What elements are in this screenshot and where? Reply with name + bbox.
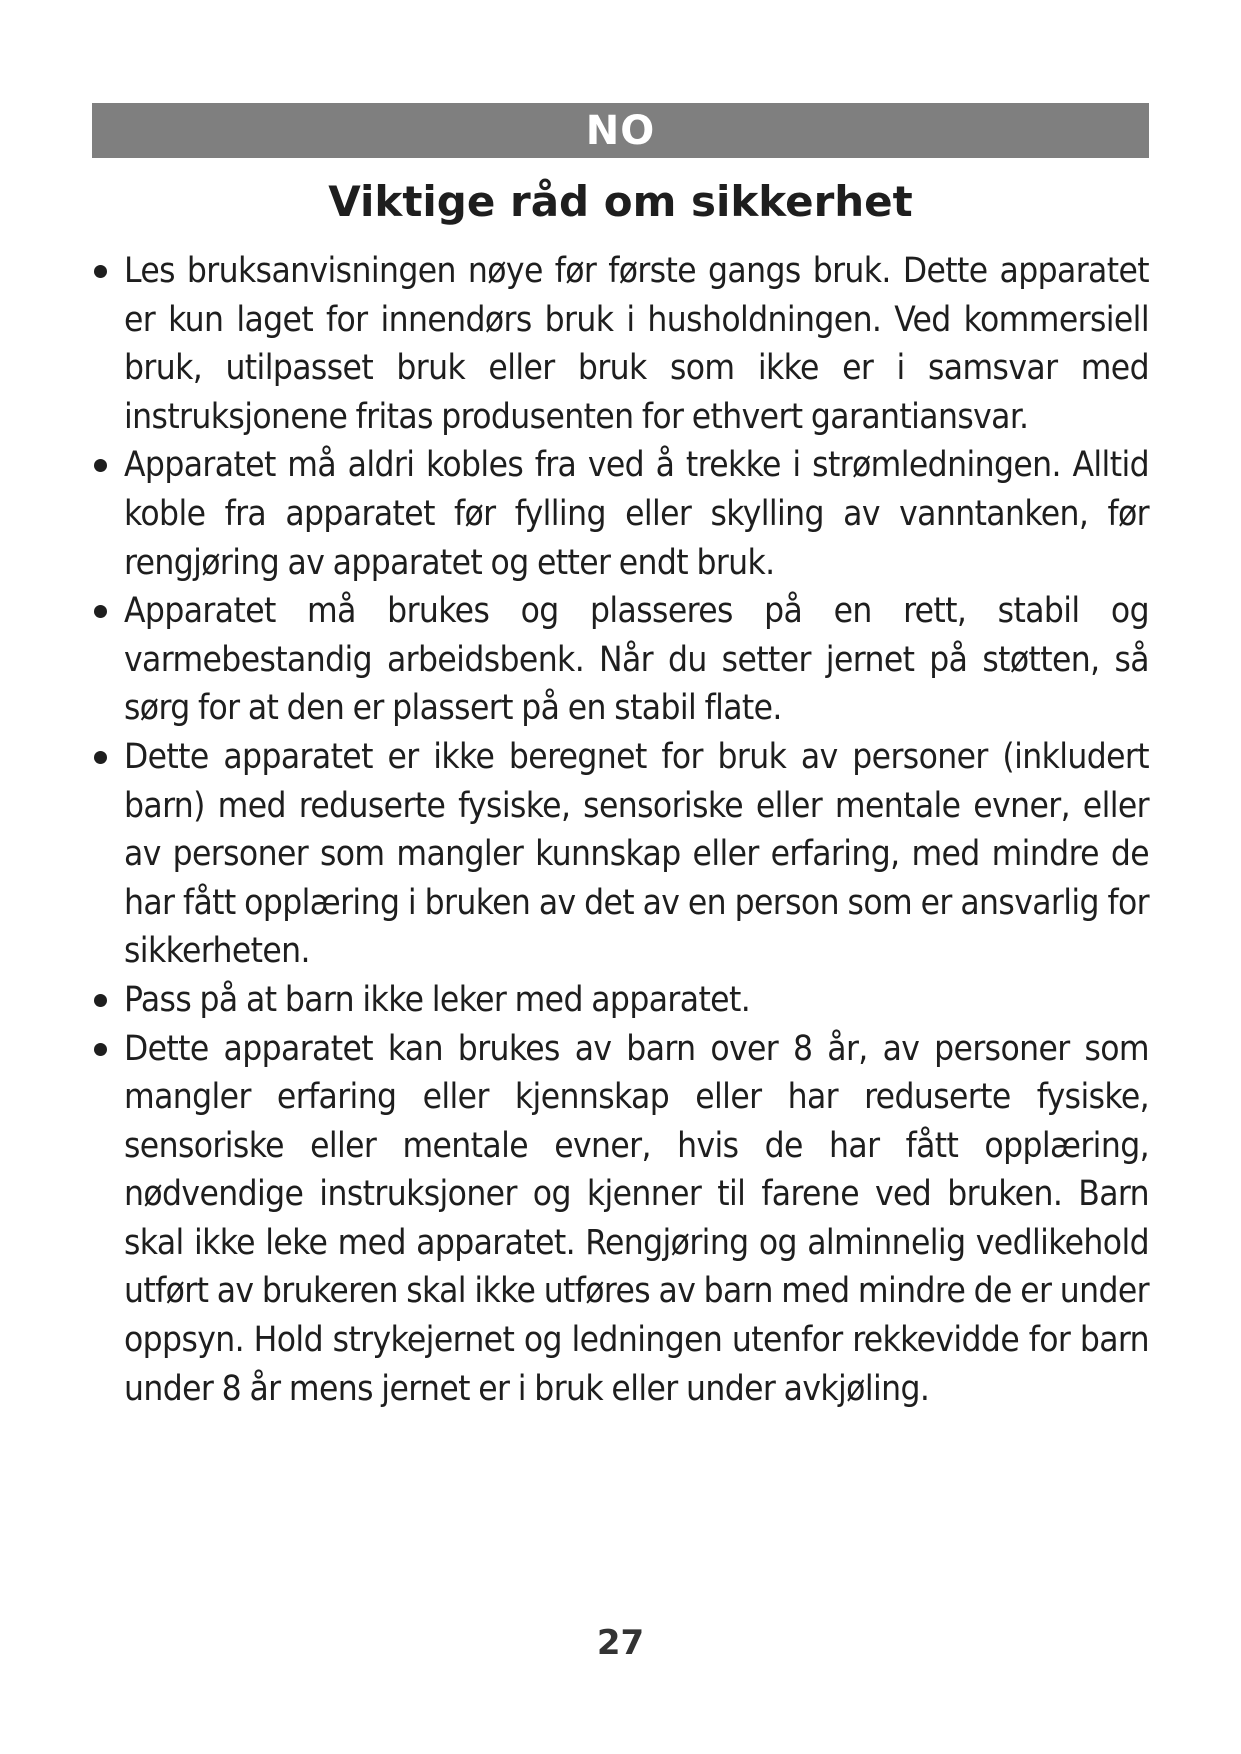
page-title: Viktige råd om sikkerhet [328, 177, 913, 226]
list-item [92, 733, 1149, 976]
bullet-icon [94, 751, 107, 764]
list-item [92, 587, 1149, 733]
bullet-icon [94, 605, 107, 618]
language-code: NO [585, 107, 656, 154]
list-item [92, 441, 1149, 587]
list-item-text: Pass på at barn ikke leker med apparatet. [124, 979, 751, 1020]
bullet-icon [94, 459, 107, 472]
list-item-text: Les bruksanvisningen nøye før første gangs bruk. Dette apparatet er kun laget for innendørs bruk i husholdningen. Ved kommersiell bruk, utilpasset bruk eller bruk som ikke er i samsvar med instruksjonene fritas produsenten for ethvert garantiansvar. [124, 251, 1149, 437]
bullet-icon [94, 994, 107, 1007]
language-header-bar [92, 103, 1149, 158]
safety-instructions-list [92, 247, 1149, 1413]
list-item [92, 1025, 1149, 1414]
list-item-text: Apparatet må brukes og plasseres på en rett, stabil og varmebestandig arbeidsbenk. Når du setter jernet på støtten, så sørg for at den er plassert på en stabil flate. [124, 591, 1149, 729]
list-item [92, 976, 1149, 1025]
bullet-icon [94, 265, 107, 278]
list-item [92, 247, 1149, 441]
list-item-text: Dette apparatet kan brukes av barn over 8 år, av personer som mangler erfaring eller kjennskap eller har reduserte fysiske, sensoriske eller mentale evner, hvis de har fått opplæring, nødvendige instruksjoner og kjenner til farene ved bruken. Barn skal ikke leke med apparatet. Rengjøring og alminnelig vedlikehold utført av brukeren skal ikke utføres av barn med mindre de er under oppsyn. Hold strykejernet og ledningen utenfor rekkevidde for barn under 8 år mens jernet er i bruk eller under avkjøling. [124, 1028, 1149, 1409]
list-item-text: Dette apparatet er ikke beregnet for bruk av personer (inkludert barn) med reduserte fysiske, sensoriske eller mentale evner, eller av personer som mangler kunnskap eller erfaring, med mindre de har fått opplæring i bruken av det av en person som er ansvarlig for sikkerheten. [124, 736, 1149, 972]
page-number: 27 [596, 1623, 645, 1663]
bullet-icon [94, 1043, 107, 1056]
list-item-text: Apparatet må aldri kobles fra ved å trekke i strømledningen. Alltid koble fra apparatet før fylling eller skylling av vanntanken, før rengjøring av apparatet og etter endt bruk. [124, 445, 1149, 583]
